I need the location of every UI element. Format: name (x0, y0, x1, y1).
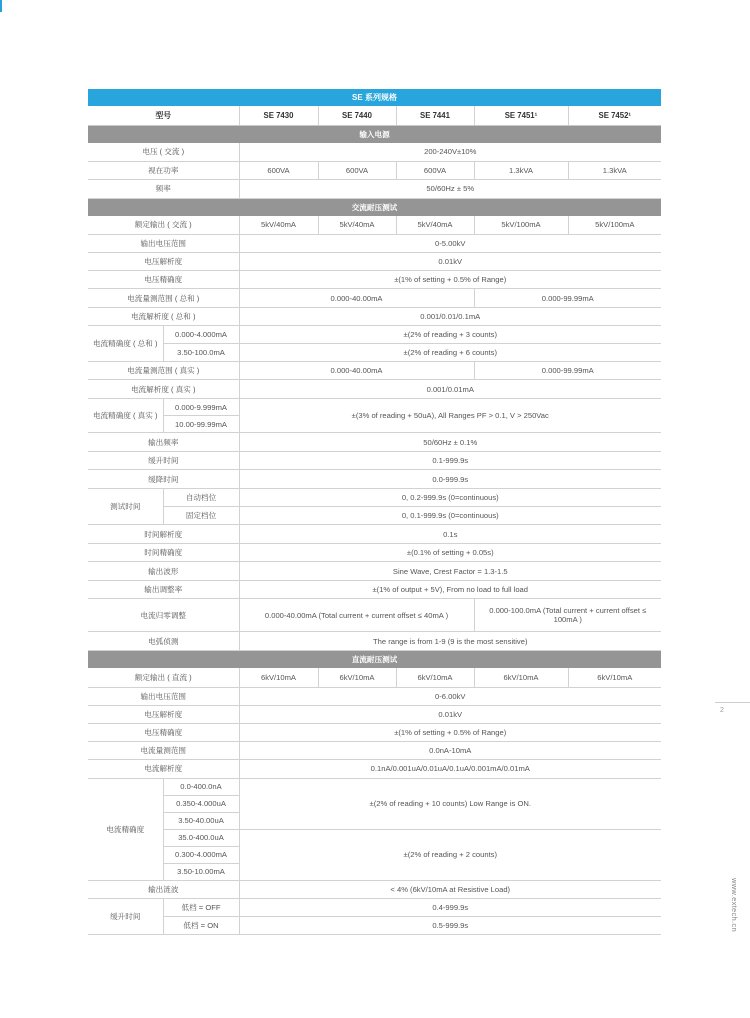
row-label: 电压精确度 (88, 271, 239, 289)
row-value: ±(1% of setting + 0.5% of Range) (239, 271, 661, 289)
table-row (88, 759, 661, 778)
section-title: 交流耐压测试 (88, 198, 661, 216)
row-label: 电压解析度 (88, 705, 239, 723)
row-value: 0.000-99.99mA (474, 289, 661, 308)
row-label: 电流量测范围 (88, 741, 239, 759)
table-row (88, 452, 661, 470)
table-row (88, 380, 661, 399)
table-row (88, 916, 661, 934)
table-row (88, 668, 661, 687)
row-value: 0.000-99.99mA (474, 362, 661, 380)
row-label: 缓降时间 (88, 470, 239, 489)
row-label: 电流量测范围 ( 总和 ) (88, 289, 239, 308)
table-row (88, 544, 661, 562)
model-header: SE 7430 (239, 106, 318, 126)
row-value: 5kV/100mA (568, 216, 661, 235)
table-row (88, 289, 661, 308)
row-value: 1.3kVA (568, 161, 661, 179)
row-label: 时间解析度 (88, 525, 239, 544)
row-value: 0.001/0.01mA (239, 380, 661, 399)
row-value: 0.1nA/0.001uA/0.01uA/0.1uA/0.001mA/0.01mA (239, 759, 661, 778)
row-value: 0.0nA-10mA (239, 741, 661, 759)
row-value: 600VA (318, 161, 396, 179)
row-value: ±(2% of reading + 6 counts) (239, 344, 661, 362)
row-label: 额定输出 ( 交流 ) (88, 216, 239, 235)
section-header (88, 126, 661, 144)
page-number-rule (715, 702, 750, 703)
table-row (88, 143, 661, 161)
row-value: 0.01kV (239, 253, 661, 271)
row-label: 电流精确度 ( 真实 ) (88, 399, 163, 433)
row-value: 200-240V±10% (239, 143, 661, 161)
table-title-row (88, 89, 661, 106)
table-row (88, 880, 661, 898)
model-header: SE 7452¹ (568, 106, 661, 126)
section-title: 直流耐压测试 (88, 651, 661, 669)
row-value: 0.1-999.9s (239, 452, 661, 470)
row-label: 电压精确度 (88, 723, 239, 741)
row-sublabel: 3.50-40.00uA (163, 812, 239, 829)
row-sublabel: 0.0-400.0nA (163, 778, 239, 795)
row-sublabel: 0.000-9.999mA (163, 399, 239, 416)
row-value: 0.4-999.9s (239, 898, 661, 916)
table-row (88, 271, 661, 289)
row-value: < 4% (6kV/10mA at Resistive Load) (239, 880, 661, 898)
row-value: 0.000-40.00mA (239, 289, 474, 308)
corner-mark (0, 0, 2, 12)
row-sublabel: 低档 = OFF (163, 898, 239, 916)
row-value: 6kV/10mA (318, 668, 396, 687)
row-label: 时间精确度 (88, 544, 239, 562)
row-label: 电流归零调整 (88, 599, 239, 632)
row-value: 0-5.00kV (239, 235, 661, 253)
table-row (88, 898, 661, 916)
table-row (88, 741, 661, 759)
row-value: Sine Wave, Crest Factor = 1.3-1.5 (239, 562, 661, 581)
table-row (88, 632, 661, 651)
row-value: 6kV/10mA (239, 668, 318, 687)
row-value: 6kV/10mA (568, 668, 661, 687)
table-row (88, 562, 661, 581)
row-label: 输出电压范围 (88, 687, 239, 705)
row-label: 电压 ( 交流 ) (88, 143, 239, 161)
row-value: 0.5-999.9s (239, 916, 661, 934)
row-sublabel: 0.300-4.000mA (163, 846, 239, 863)
row-value: 600VA (239, 161, 318, 179)
row-sublabel: 10.00-99.99mA (163, 416, 239, 433)
table-row (88, 470, 661, 489)
row-label: 频率 (88, 179, 239, 198)
row-sublabel: 固定档位 (163, 507, 239, 525)
row-value: 5kV/100mA (474, 216, 568, 235)
row-value: 600VA (396, 161, 474, 179)
row-value: 0.000-100.0mA (Total current + current offset ≤ 100mA ) (474, 599, 661, 632)
row-value: 50/60Hz ± 0.1% (239, 433, 661, 452)
row-label: 输出调整率 (88, 581, 239, 599)
table-row (88, 705, 661, 723)
model-label: 型号 (88, 106, 239, 126)
row-label: 缓升时间 (88, 452, 239, 470)
row-value: 0-6.00kV (239, 687, 661, 705)
table-row (88, 344, 661, 362)
row-value: ±(0.1% of setting + 0.05s) (239, 544, 661, 562)
row-label: 电流量测范围 ( 真实 ) (88, 362, 239, 380)
row-value: ±(2% of reading + 10 counts) Low Range is ON. (239, 778, 661, 829)
row-label: 输出波形 (88, 562, 239, 581)
table-row (88, 723, 661, 741)
row-value: ±(3% of reading + 50uA), All Ranges PF > 0.1, V > 250Vac (239, 399, 661, 433)
row-sublabel: 3.50-100.0mA (163, 344, 239, 362)
table-title: SE 系列规格 (88, 89, 661, 106)
row-label: 额定输出 ( 直流 ) (88, 668, 239, 687)
row-label: 视在功率 (88, 161, 239, 179)
row-label: 输出频率 (88, 433, 239, 452)
row-value: ±(1% of setting + 0.5% of Range) (239, 723, 661, 741)
table-row (88, 362, 661, 380)
row-value: 0.01kV (239, 705, 661, 723)
row-label: 电流解析度 ( 真实 ) (88, 380, 239, 399)
row-label: 电弧侦测 (88, 632, 239, 651)
row-label: 输出涟波 (88, 880, 239, 898)
section-header (88, 651, 661, 669)
table-row (88, 581, 661, 599)
row-value: 0.001/0.01/0.1mA (239, 308, 661, 326)
table-row (88, 253, 661, 271)
row-value: 5kV/40mA (396, 216, 474, 235)
row-value: 0, 0.2-999.9s (0=continuous) (239, 489, 661, 507)
model-header: SE 7451¹ (474, 106, 568, 126)
section-title: 输入电源 (88, 126, 661, 144)
table-row (88, 326, 661, 344)
row-label: 电压解析度 (88, 253, 239, 271)
row-value: 0.0-999.9s (239, 470, 661, 489)
table-row (88, 507, 661, 525)
row-value: 0.000-40.00mA (239, 362, 474, 380)
row-label: 缓升时间 (88, 898, 163, 934)
row-value: 5kV/40mA (239, 216, 318, 235)
row-label: 电流精确度 (88, 778, 163, 880)
row-value: 0.1s (239, 525, 661, 544)
row-sublabel: 0.000-4.000mA (163, 326, 239, 344)
row-value: 6kV/10mA (396, 668, 474, 687)
model-header: SE 7441 (396, 106, 474, 126)
row-value: ±(1% of output + 5V), From no load to full load (239, 581, 661, 599)
table-row (88, 778, 661, 795)
table-row (88, 433, 661, 452)
row-label: 电流精确度 ( 总和 ) (88, 326, 163, 362)
model-header-row (88, 106, 661, 126)
row-value: ±(2% of reading + 2 counts) (239, 829, 661, 880)
table-row (88, 399, 661, 416)
website-url: www.extech.cn (730, 878, 739, 932)
table-row (88, 599, 661, 632)
table-row (88, 161, 661, 179)
model-header: SE 7440 (318, 106, 396, 126)
row-sublabel: 3.50-10.00mA (163, 863, 239, 880)
table-row (88, 687, 661, 705)
row-label: 输出电压范围 (88, 235, 239, 253)
table-row (88, 179, 661, 198)
spec-table (88, 89, 661, 935)
row-sublabel: 35.0-400.0uA (163, 829, 239, 846)
row-value: The range is from 1-9 (9 is the most sensitive) (239, 632, 661, 651)
table-row (88, 489, 661, 507)
row-value: 1.3kVA (474, 161, 568, 179)
row-sublabel: 低档 = ON (163, 916, 239, 934)
table-row (88, 235, 661, 253)
table-row (88, 308, 661, 326)
row-value: 50/60Hz ± 5% (239, 179, 661, 198)
row-label: 电流解析度 (88, 759, 239, 778)
row-value: ±(2% of reading + 3 counts) (239, 326, 661, 344)
row-sublabel: 0.350-4.000uA (163, 795, 239, 812)
table-row (88, 216, 661, 235)
row-label: 电流解析度 ( 总和 ) (88, 308, 239, 326)
row-label: 测试时间 (88, 489, 163, 525)
table-row (88, 829, 661, 846)
row-value: 0.000-40.00mA (Total current + current offset ≤ 40mA ) (239, 599, 474, 632)
table-row (88, 525, 661, 544)
row-value: 0, 0.1-999.9s (0=continuous) (239, 507, 661, 525)
row-value: 5kV/40mA (318, 216, 396, 235)
row-value: 6kV/10mA (474, 668, 568, 687)
row-sublabel: 自动档位 (163, 489, 239, 507)
page-number: 2 (720, 707, 724, 714)
section-header (88, 198, 661, 216)
